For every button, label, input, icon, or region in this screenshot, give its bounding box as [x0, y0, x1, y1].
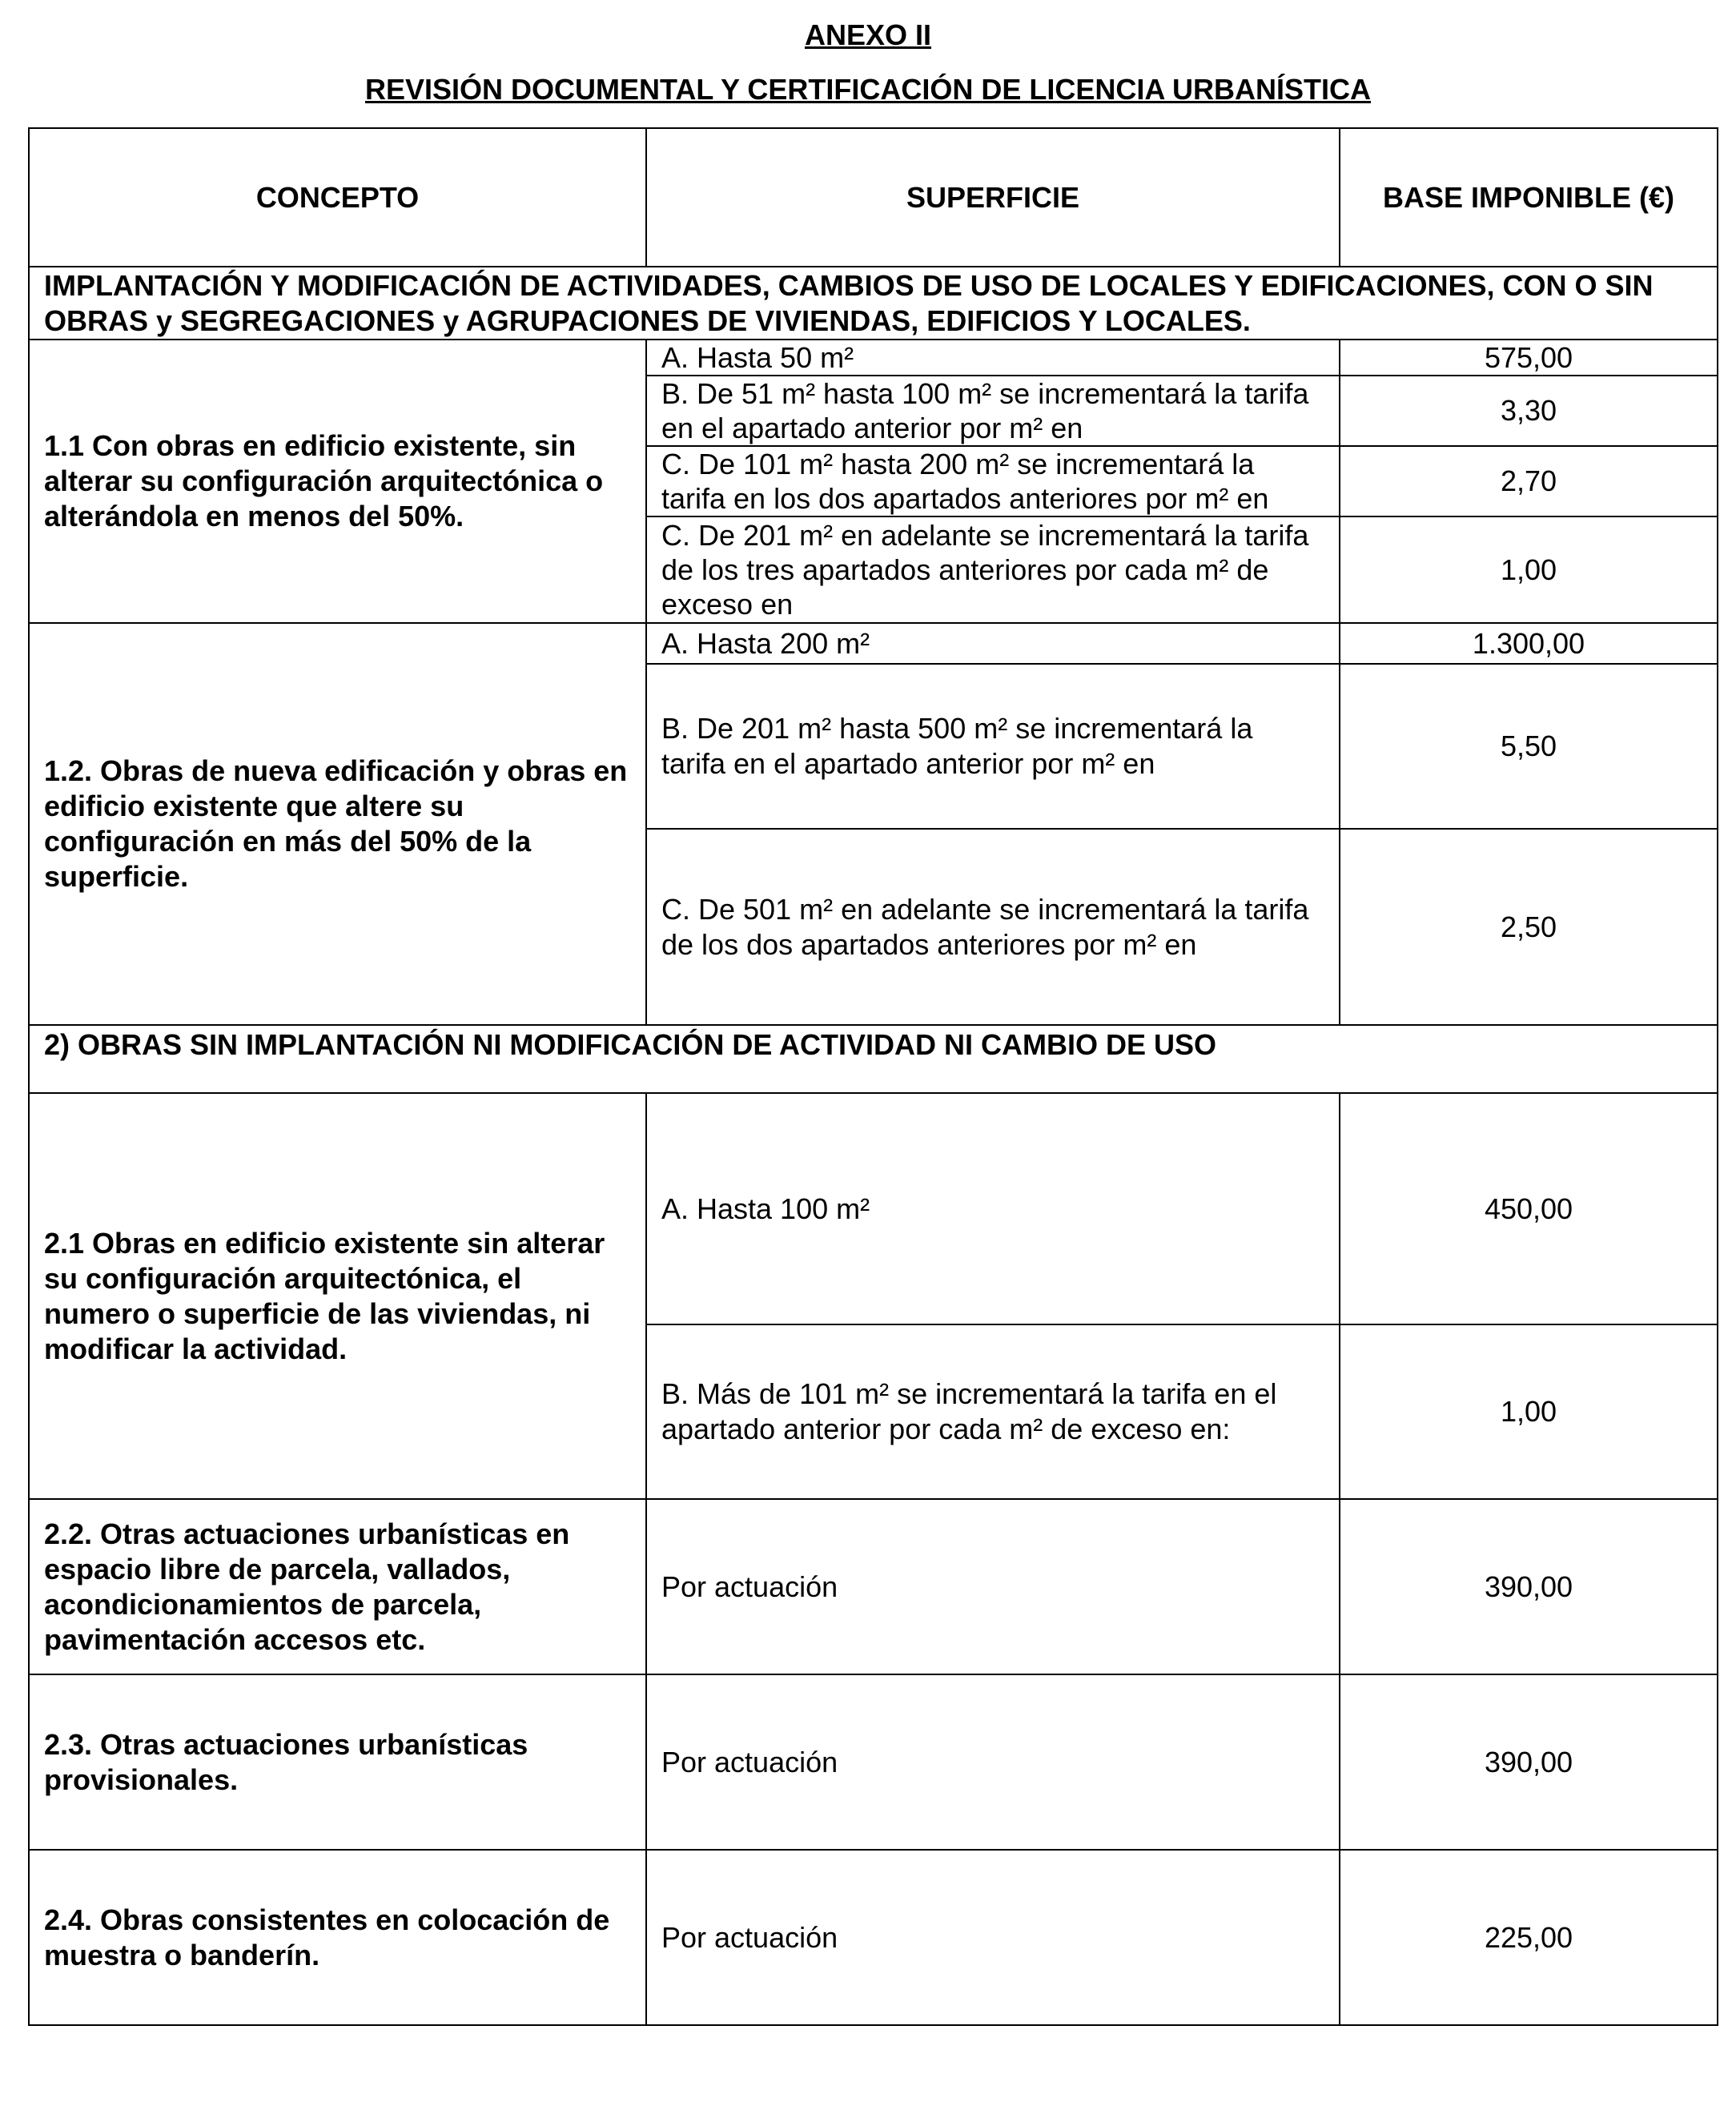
value-cell: 450,00	[1340, 1093, 1718, 1324]
value-cell: 2,50	[1340, 829, 1718, 1025]
column-header-surface: SUPERFICIE	[646, 128, 1340, 267]
concept-2-4: 2.4. Obras consistentes en colocación de muestra o banderín.	[29, 1850, 646, 2025]
section-2-title: 2) OBRAS SIN IMPLANTACIÓN NI MODIFICACIÓN DE ACTIVIDAD NI CAMBIO DE USO	[29, 1025, 1718, 1093]
table-row	[29, 623, 1718, 664]
table-row	[29, 1674, 1718, 1850]
tariff-table	[28, 127, 1718, 2026]
table-row	[29, 340, 1718, 376]
concept-1-2: 1.2. Obras de nueva edificación y obras en edificio existente que altere su configuración en más del 50% de la superficie.	[29, 623, 646, 1025]
value-cell: 225,00	[1340, 1850, 1718, 2025]
section-row	[29, 1025, 1718, 1093]
surface-cell: Por actuación	[646, 1674, 1340, 1850]
concept-2-2: 2.2. Otras actuaciones urbanísticas en espacio libre de parcela, vallados, acondicionamientos de parcela, pavimentación accesos etc.	[29, 1499, 646, 1674]
surface-cell: A. Hasta 100 m²	[646, 1093, 1340, 1324]
value-cell: 2,70	[1340, 446, 1718, 516]
surface-cell: C. De 501 m² en adelante se incrementará la tarifa de los dos apartados anteriores por m² en	[646, 829, 1340, 1025]
surface-cell: Por actuación	[646, 1850, 1340, 2025]
value-cell: 3,30	[1340, 376, 1718, 446]
surface-cell: B. De 51 m² hasta 100 m² se incrementará la tarifa en el apartado anterior por m² en	[646, 376, 1340, 446]
table-row	[29, 1499, 1718, 1674]
value-cell: 5,50	[1340, 664, 1718, 829]
value-cell: 390,00	[1340, 1674, 1718, 1850]
value-cell: 1,00	[1340, 516, 1718, 623]
value-cell: 1,00	[1340, 1324, 1718, 1499]
surface-cell: Por actuación	[646, 1499, 1340, 1674]
value-cell: 1.300,00	[1340, 623, 1718, 664]
concept-1-1: 1.1 Con obras en edificio existente, sin alterar su configuración arquitectónica o alterándola en menos del 50%.	[29, 340, 646, 623]
section-row	[29, 267, 1718, 340]
column-header-concept: CONCEPTO	[29, 128, 646, 267]
annex-title: ANEXO II	[804, 18, 932, 51]
concept-2-3: 2.3. Otras actuaciones urbanísticas provisionales.	[29, 1674, 646, 1850]
surface-cell: A. Hasta 50 m²	[646, 340, 1340, 376]
surface-cell: C. De 201 m² en adelante se incrementará la tarifa de los tres apartados anteriores por cada m² de exceso en	[646, 516, 1340, 623]
value-cell: 575,00	[1340, 340, 1718, 376]
section-1-title: IMPLANTACIÓN Y MODIFICACIÓN DE ACTIVIDADES, CAMBIOS DE USO DE LOCALES Y EDIFICACIONES, CON O SIN OBRAS y SEGREGACIONES y AGRUPACIONES DE VIVIENDAS, EDIFICIOS Y LOCALES.	[29, 267, 1718, 340]
table-row	[29, 1850, 1718, 2025]
surface-cell: B. De 201 m² hasta 500 m² se incrementará la tarifa en el apartado anterior por m² en	[646, 664, 1340, 829]
value-cell: 390,00	[1340, 1499, 1718, 1674]
surface-cell: A. Hasta 200 m²	[646, 623, 1340, 664]
table-header-row	[29, 128, 1718, 267]
surface-cell: C. De 101 m² hasta 200 m² se incrementará la tarifa en los dos apartados anteriores por m² en	[646, 446, 1340, 516]
concept-2-1: 2.1 Obras en edificio existente sin alterar su configuración arquitectónica, el numero o superficie de las viviendas, ni modificar la actividad.	[29, 1093, 646, 1499]
document-title: REVISIÓN DOCUMENTAL Y CERTIFICACIÓN DE LICENCIA URBANÍSTICA	[364, 73, 1372, 106]
column-header-base: BASE IMPONIBLE (€)	[1340, 128, 1718, 267]
surface-cell: B. Más de 101 m² se incrementará la tarifa en el apartado anterior por cada m² de exceso en:	[646, 1324, 1340, 1499]
table-row	[29, 1093, 1718, 1324]
